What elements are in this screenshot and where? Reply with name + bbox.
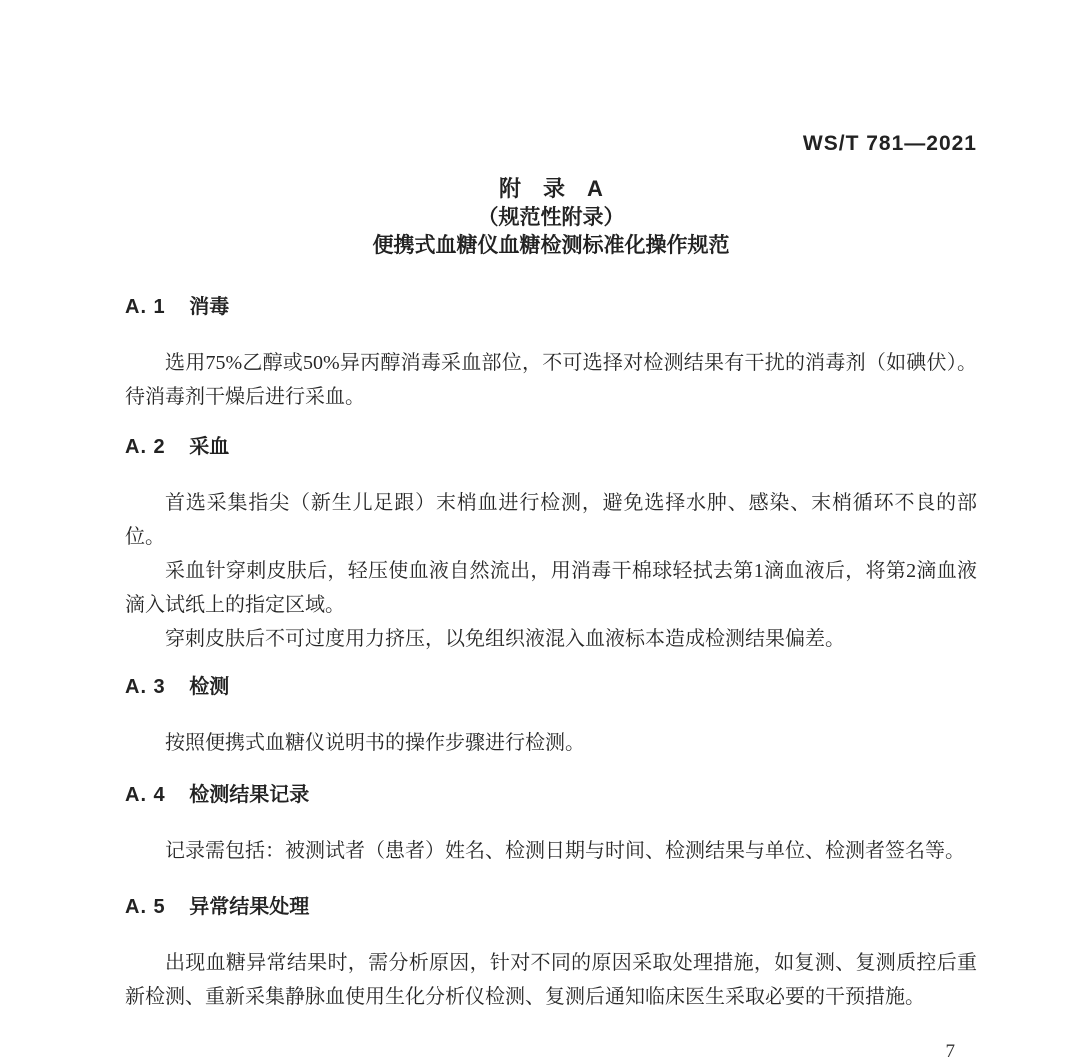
- section-heading: [125, 434, 977, 460]
- section-title: 异常结果处理: [189, 896, 310, 918]
- appendix-label: 附 录 A: [499, 176, 603, 201]
- standard-code: WS/T 781—2021: [802, 132, 977, 155]
- section-heading: [125, 294, 977, 320]
- section-heading: [125, 674, 977, 700]
- section-number: A. 1: [125, 296, 166, 318]
- section-title: 采血: [189, 436, 230, 458]
- section-body: [125, 486, 977, 656]
- section-number: A. 4: [125, 784, 166, 806]
- page-content: [125, 0, 977, 1064]
- section-number: A. 5: [125, 896, 166, 918]
- section-a4: [125, 782, 977, 868]
- section-body: [125, 726, 977, 760]
- section-body: [125, 834, 977, 868]
- section-a2: [125, 434, 977, 656]
- section-heading: [125, 894, 977, 920]
- section-paragraph: 穿刺皮肤后不可过度用力挤压，以免组织液混入血液标本造成检测结果偏差。: [165, 628, 845, 650]
- section-heading: [125, 782, 977, 808]
- section-paragraph: 出现血糖异常结果时，需分析原因，针对不同的原因采取处理措施，如复测、复测质控后重新检测、重新采集静脉血使用生化分析仪检测、复测后通知临床医生采取必要的干预措施。: [125, 952, 977, 1008]
- section-paragraph: 采血针穿刺皮肤后，轻压使血液自然流出，用消毒干棉球轻拭去第1滴血液后，将第2滴血液滴入试纸上的指定区域。: [125, 560, 977, 616]
- page-number: 7: [945, 1041, 955, 1062]
- section-a5: [125, 894, 977, 1014]
- section-paragraph: 首选采集指尖（新生儿足跟）末梢血进行检测，避免选择水肿、感染、末梢循环不良的部位。: [125, 492, 977, 548]
- appendix-title: 便携式血糖仪血糖检测标准化操作规范: [372, 234, 730, 257]
- section-a1: [125, 294, 977, 414]
- section-title: 检测: [189, 676, 230, 698]
- section-number: A. 2: [125, 436, 166, 458]
- section-title: 检测结果记录: [189, 784, 310, 806]
- section-a3: [125, 674, 977, 760]
- section-body: [125, 946, 977, 1014]
- section-title: 消毒: [189, 296, 230, 318]
- section-paragraph: 选用75%乙醇或50%异丙醇消毒采血部位，不可选择对检测结果有干扰的消毒剂（如碘伏）。待消毒剂干燥后进行采血。: [125, 352, 977, 408]
- section-number: A. 3: [125, 676, 166, 698]
- appendix-type: （规范性附录）: [477, 206, 625, 229]
- section-body: [125, 346, 977, 414]
- section-paragraph: 记录需包括：被测试者（患者）姓名、检测日期与时间、检测结果与单位、检测者签名等。: [165, 840, 965, 862]
- section-paragraph: 按照便携式血糖仪说明书的操作步骤进行检测。: [165, 732, 585, 754]
